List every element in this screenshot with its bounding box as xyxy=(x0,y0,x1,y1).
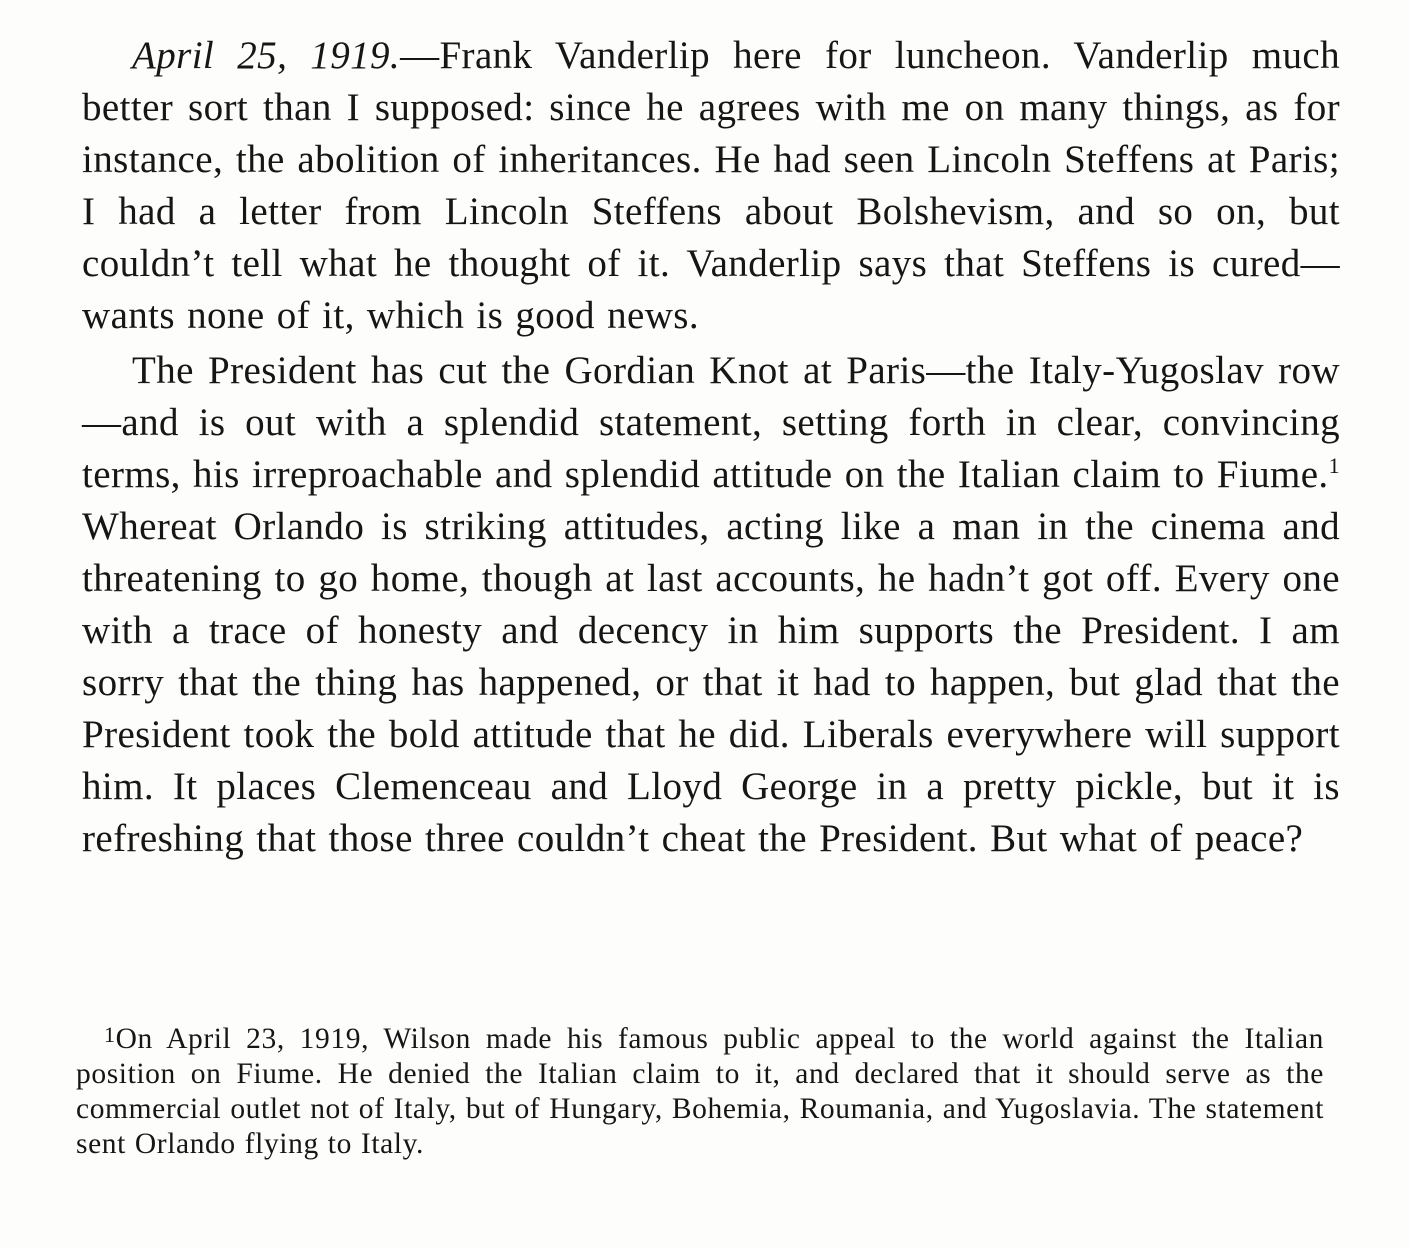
footnote-text: On April 23, 1919, Wilson made his famous public appeal to the world against the Italian position on Fiume. He denied the Italian claim to it, and declared that it should serve as the commercial outlet not of Italy, but of Hungary, Bohemia, Roumania, and Yugoslavia. The statement sent Orlando flying to Italy. xyxy=(76,1023,1324,1160)
paragraph-1-text: —Frank Vanderlip here for luncheon. Vanderlip much better sort than I supposed: since he agrees with me on many things, as for instance, the abolition of inheritances. He had seen Lincoln Steffens at Paris; I had a letter from Lincoln Steffens about Bolshevism, and so on, but couldn’t tell what he thought of it. Vanderlip says that Steffens is cured—wants none of it, which is good news. xyxy=(82,34,1340,337)
paragraph-1 xyxy=(82,30,1340,342)
diary-entry xyxy=(82,30,1340,865)
paragraph-2-text-before-ref: The President has cut the Gordian Knot at Paris—the Italy-Yugoslav row—and is out with a splendid statement, setting forth in clear, convincing terms, his irreproachable and splendid attitude on the Italian claim to Fiume. xyxy=(82,349,1340,496)
paragraph-2-text-after-ref: Whereat Orlando is striking attitudes, acting like a man in the cinema and threatening to go home, though at last accounts, he hadn’t got off. Every one with a trace of honesty and decency in him supports the President. I am sorry that the thing has happened, or that it had to happen, but glad that the President took the bold attitude that he did. Liberals everywhere will support him. It places Clemenceau and Lloyd George in a pretty pickle, but it is refreshing that those three couldn’t cheat the President. But what of peace? xyxy=(82,505,1340,860)
footnote-marker: 1 xyxy=(104,1022,116,1047)
dateline: April 25, 1919. xyxy=(132,34,401,77)
footnote xyxy=(76,1022,1324,1162)
paragraph-2 xyxy=(82,345,1340,865)
footnote-reference: 1 xyxy=(1328,453,1340,478)
